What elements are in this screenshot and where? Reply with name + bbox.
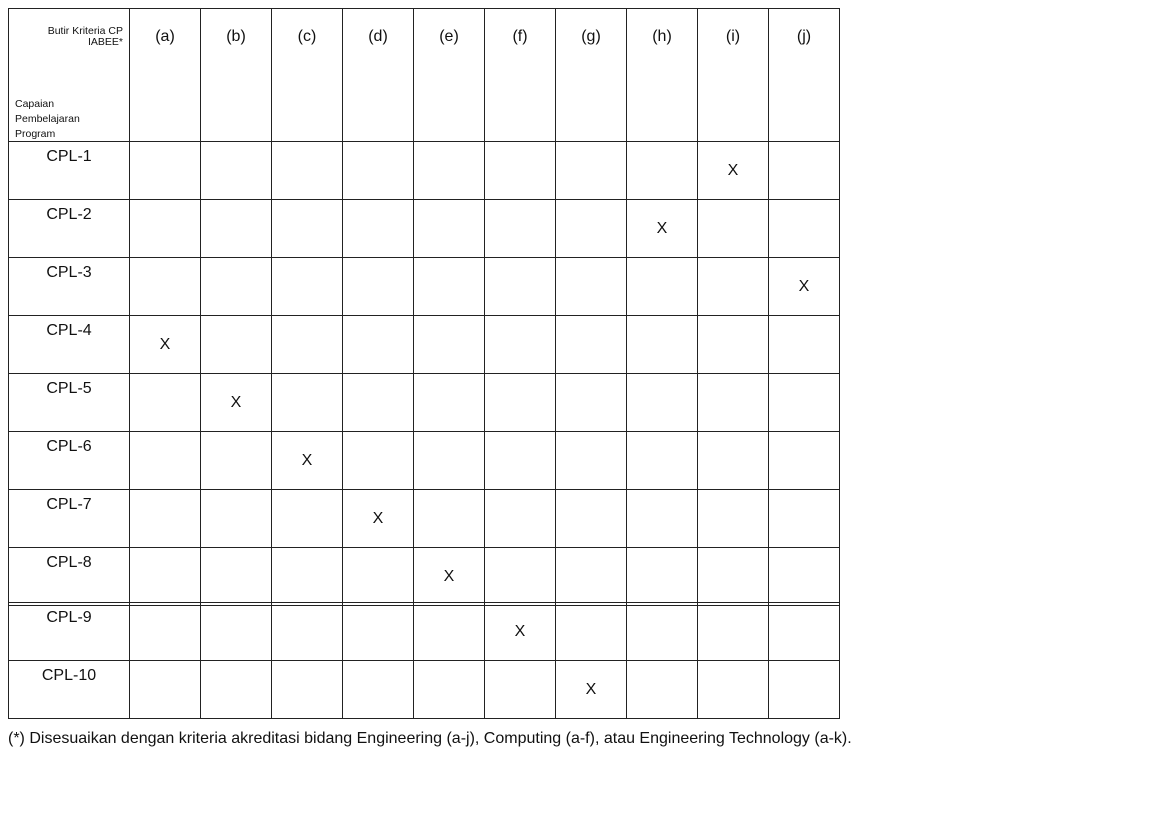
mapping-cell xyxy=(343,432,414,490)
mapping-cell xyxy=(414,374,485,432)
mapping-cell xyxy=(556,142,627,200)
mapping-cell xyxy=(485,432,556,490)
mapping-cell xyxy=(272,258,343,316)
mapping-cell xyxy=(201,432,272,490)
mapping-cell xyxy=(556,200,627,258)
mapping-cell xyxy=(343,142,414,200)
mapping-cell xyxy=(485,142,556,200)
criteria-header-cell xyxy=(201,9,272,142)
cpl-label-cell xyxy=(9,490,130,548)
cpl-label: CPL-10 xyxy=(41,667,97,684)
mapping-cell xyxy=(414,200,485,258)
mapping-cell xyxy=(272,374,343,432)
mapping-cell xyxy=(698,603,769,661)
mapping-cell xyxy=(769,661,840,719)
mapping-cell xyxy=(485,548,556,606)
mapping-cell xyxy=(414,258,485,316)
mapping-cell xyxy=(272,661,343,719)
criteria-header-cell xyxy=(698,9,769,142)
cpl-label: CPL-1 xyxy=(46,148,92,165)
mapping-cell xyxy=(485,490,556,548)
header-row xyxy=(9,9,840,142)
mapping-cell xyxy=(698,258,769,316)
mapping-cell xyxy=(201,548,272,606)
mapping-cell xyxy=(414,142,485,200)
mapping-cell xyxy=(698,316,769,374)
mapping-cell xyxy=(627,490,698,548)
mapping-cell xyxy=(272,432,343,490)
table-row xyxy=(9,661,840,719)
criteria-label: (b) xyxy=(226,28,246,45)
cpl-label-cell xyxy=(9,548,130,606)
criteria-label: (j) xyxy=(796,28,812,45)
criteria-header-cell xyxy=(556,9,627,142)
mapping-cell xyxy=(698,374,769,432)
mapping-mark: X xyxy=(159,335,171,353)
mapping-cell xyxy=(556,490,627,548)
table-row xyxy=(9,490,840,548)
cpl-label-cell xyxy=(9,661,130,719)
mapping-cell xyxy=(627,258,698,316)
cpl-label: CPL-9 xyxy=(46,609,92,626)
mapping-cell xyxy=(343,316,414,374)
mapping-cell xyxy=(343,490,414,548)
cpl-label: CPL-8 xyxy=(46,554,92,571)
mapping-cell xyxy=(414,603,485,661)
cpl-mapping-table-continued xyxy=(8,602,840,719)
mapping-cell xyxy=(556,316,627,374)
criteria-label: (d) xyxy=(368,28,388,45)
mapping-cell xyxy=(769,548,840,606)
criteria-label: (f) xyxy=(512,28,528,45)
mapping-cell xyxy=(556,548,627,606)
mapping-cell xyxy=(485,316,556,374)
mapping-cell xyxy=(272,200,343,258)
mapping-cell xyxy=(414,432,485,490)
mapping-cell xyxy=(627,374,698,432)
criteria-label: (c) xyxy=(297,28,317,45)
cpl-label: CPL-2 xyxy=(46,206,92,223)
mapping-cell xyxy=(414,316,485,374)
mapping-cell xyxy=(130,548,201,606)
mapping-cell xyxy=(130,316,201,374)
mapping-cell xyxy=(343,548,414,606)
cpl-label-cell xyxy=(9,374,130,432)
mapping-cell xyxy=(343,603,414,661)
footnote: (*) Disesuaikan dengan kriteria akreditasi bidang Engineering (a-j), Computing (a-f), atau Engineering Technology (a-k). xyxy=(8,730,852,747)
mapping-cell xyxy=(769,142,840,200)
mapping-cell xyxy=(201,142,272,200)
cpl-label: CPL-6 xyxy=(46,438,92,455)
mapping-cell xyxy=(485,603,556,661)
mapping-cell xyxy=(485,200,556,258)
cpl-label: CPL-5 xyxy=(46,380,92,397)
mapping-cell xyxy=(769,603,840,661)
mapping-cell xyxy=(272,490,343,548)
mapping-cell xyxy=(485,661,556,719)
criteria-label: (i) xyxy=(725,28,741,45)
table-row xyxy=(9,374,840,432)
cpl-label-cell xyxy=(9,603,130,661)
cpl-label: CPL-3 xyxy=(46,264,92,281)
mapping-mark: X xyxy=(727,161,739,179)
criteria-label: (g) xyxy=(581,28,601,45)
mapping-mark: X xyxy=(585,680,597,698)
mapping-cell xyxy=(201,200,272,258)
criteria-header-cell xyxy=(485,9,556,142)
criteria-label: (e) xyxy=(439,28,459,45)
mapping-cell xyxy=(769,490,840,548)
mapping-cell xyxy=(627,200,698,258)
mapping-cell xyxy=(627,603,698,661)
cpl-label-cell xyxy=(9,432,130,490)
mapping-cell xyxy=(556,374,627,432)
mapping-cell xyxy=(272,603,343,661)
table-row xyxy=(9,548,840,606)
mapping-cell xyxy=(769,316,840,374)
mapping-cell xyxy=(130,490,201,548)
mapping-cell xyxy=(272,548,343,606)
mapping-cell xyxy=(627,432,698,490)
mapping-mark: X xyxy=(301,451,313,469)
mapping-cell xyxy=(556,661,627,719)
mapping-cell xyxy=(485,374,556,432)
mapping-cell xyxy=(627,661,698,719)
mapping-cell xyxy=(201,374,272,432)
cpl-label: CPL-4 xyxy=(46,322,92,339)
mapping-cell xyxy=(769,258,840,316)
mapping-cell xyxy=(201,603,272,661)
mapping-cell xyxy=(627,316,698,374)
cpl-label-cell xyxy=(9,142,130,200)
mapping-cell xyxy=(627,142,698,200)
mapping-mark: X xyxy=(443,567,455,585)
mapping-cell xyxy=(414,490,485,548)
cpl-label-cell xyxy=(9,316,130,374)
mapping-cell xyxy=(556,432,627,490)
mapping-cell xyxy=(130,432,201,490)
mapping-cell xyxy=(130,374,201,432)
mapping-cell xyxy=(414,661,485,719)
mapping-cell xyxy=(769,432,840,490)
table-row xyxy=(9,200,840,258)
criteria-axis-label: Butir Kriteria CP IABEE* xyxy=(47,25,123,48)
mapping-cell xyxy=(130,603,201,661)
mapping-cell xyxy=(201,258,272,316)
mapping-cell xyxy=(130,200,201,258)
mapping-cell xyxy=(130,258,201,316)
mapping-cell xyxy=(343,258,414,316)
criteria-label: (h) xyxy=(652,28,672,45)
mapping-cell xyxy=(130,142,201,200)
corner-header-cell xyxy=(9,9,130,142)
mapping-cell xyxy=(201,316,272,374)
criteria-header-cell xyxy=(769,9,840,142)
mapping-cell xyxy=(769,200,840,258)
mapping-mark: X xyxy=(230,393,242,411)
mapping-cell xyxy=(698,142,769,200)
table-row xyxy=(9,142,840,200)
criteria-label: (a) xyxy=(155,28,175,45)
mapping-cell xyxy=(698,548,769,606)
criteria-header-cell xyxy=(343,9,414,142)
table-row xyxy=(9,432,840,490)
mapping-cell xyxy=(556,603,627,661)
table-row xyxy=(9,316,840,374)
mapping-cell xyxy=(272,142,343,200)
mapping-cell xyxy=(272,316,343,374)
cpl-label-cell xyxy=(9,258,130,316)
criteria-header-cell xyxy=(272,9,343,142)
mapping-cell xyxy=(698,490,769,548)
cpl-label-cell xyxy=(9,200,130,258)
mapping-mark: X xyxy=(656,219,668,237)
mapping-mark: X xyxy=(372,509,384,527)
mapping-cell xyxy=(130,661,201,719)
mapping-cell xyxy=(698,432,769,490)
mapping-cell xyxy=(485,258,556,316)
mapping-mark: X xyxy=(514,622,526,640)
mapping-cell xyxy=(201,490,272,548)
table-row xyxy=(9,603,840,661)
mapping-cell xyxy=(343,200,414,258)
mapping-cell xyxy=(343,374,414,432)
criteria-header-cell xyxy=(414,9,485,142)
mapping-mark: X xyxy=(798,277,810,295)
mapping-cell xyxy=(201,661,272,719)
program-axis-label: Capaian Pembelajaran Program xyxy=(15,98,80,140)
cpl-mapping-table xyxy=(8,8,840,606)
table-row xyxy=(9,258,840,316)
mapping-cell xyxy=(769,374,840,432)
mapping-cell xyxy=(414,548,485,606)
mapping-cell xyxy=(698,661,769,719)
criteria-header-cell xyxy=(627,9,698,142)
mapping-cell xyxy=(343,661,414,719)
mapping-cell xyxy=(627,548,698,606)
mapping-cell xyxy=(556,258,627,316)
criteria-header-cell xyxy=(130,9,201,142)
mapping-cell xyxy=(698,200,769,258)
cpl-label: CPL-7 xyxy=(46,496,92,513)
